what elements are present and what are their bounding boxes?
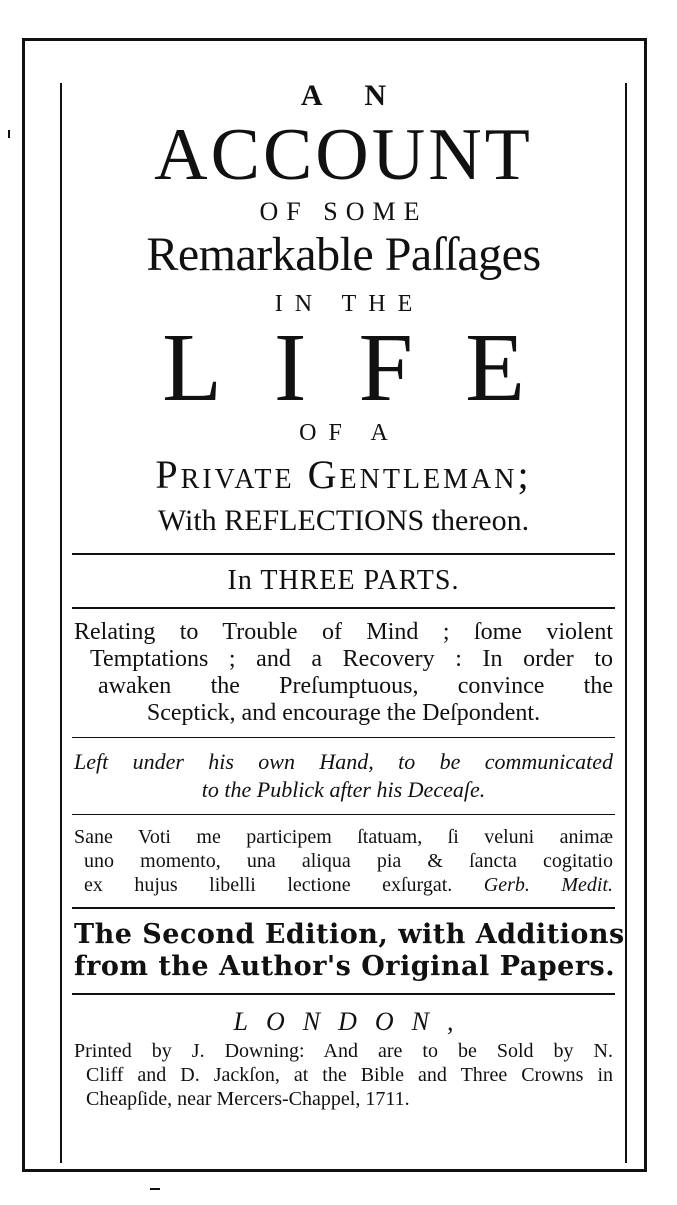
description-line: awaken the Preſumptuous, convince the [98,673,613,699]
title-line-in-the: IN THE [274,291,425,317]
title-page [62,79,625,1111]
title-line-private-gentleman: Private Gentleman; [155,452,532,497]
divider-rule [72,993,615,995]
latin-line: uno momento, una aliqua pia & ſancta cogitatio [84,850,613,872]
imprint-city: LONDON, [233,1007,472,1036]
divider-rule [72,553,615,555]
title-line-of-a: OF A [299,420,400,446]
divider-rule [72,814,615,815]
imprint-line: Cheapſide, near Mercers-Chappel, 1711. [86,1088,410,1110]
description-line: Relating to Trouble of Mind ; ſome violent [74,619,613,645]
margin-mark-bottom [150,1188,160,1190]
edition-line: The Second Edition, with Additions [74,919,625,950]
description-line: Sceptick, and encourage the Deſpondent. [146,700,541,726]
title-line-of-some: OF SOME [259,197,428,226]
title-line-life: LIFE [162,314,577,422]
description-line: Temptations ; and a Recovery : In order to [90,646,613,672]
edition-statement [62,919,625,983]
margin-mark [8,130,10,138]
title-line-an: A N [300,79,405,112]
note-line: to the Publick after his Deceaſe. [201,777,486,802]
divider-rule [72,607,615,609]
edition-line: from the Author's Original Papers. [74,951,616,982]
title-line-account: ACCOUNT [154,114,533,196]
note-line: Left under his own Hand, to be communicated [74,749,613,774]
title-line-remarkable: Remarkable Paſſages [146,228,541,281]
left-under-hand-note [62,748,625,804]
description-paragraph [62,619,625,727]
divider-rule [72,737,615,738]
divider-rule [72,907,615,909]
title-line-reflections: With REFLECTIONS thereon. [157,504,530,537]
latin-line-last [74,873,613,897]
imprint-paragraph [62,1039,625,1111]
latin-attribution: Gerb. Medit. [483,874,614,896]
latin-line: Sane Voti me participem ſtatuam, ſi veluni animæ [74,826,613,848]
latin-line: ex hujus libelli lectione exſurgat. [84,874,453,896]
three-parts-line: In THREE PARTS. [227,565,460,596]
imprint-line: Printed by J. Downing: And are to be Sold by N. [74,1040,613,1062]
latin-epigraph [62,825,625,897]
imprint-line: Cliff and D. Jackſon, at the Bible and Three Crowns in [86,1064,613,1086]
